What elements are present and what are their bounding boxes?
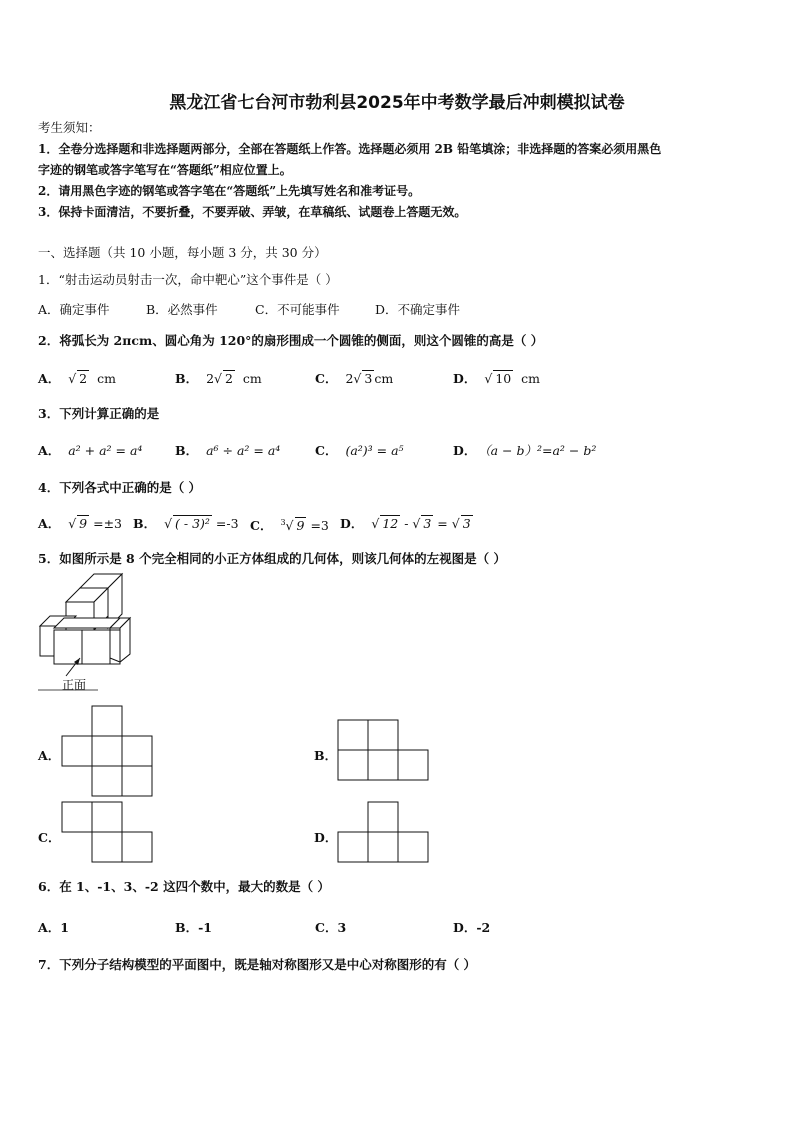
q4-option-c: C． $^3$√ 9 =3 xyxy=(250,518,329,534)
q3-option-d: D． （a − b）²=a² − b² xyxy=(453,443,597,458)
q5-option-c-label: C． xyxy=(38,830,61,845)
q2-stem: 2．将弧长为 2πcm、圆心角为 120°的扇形围成一个圆锥的侧面，则这个圆锥的高是（ ） xyxy=(38,333,544,348)
q1-option-d: D．不确定事件 xyxy=(375,302,461,317)
q6-stem: 6．在 1、-1、3、-2 这四个数中，最大的数是（ ） xyxy=(38,879,330,894)
notice-heading: 考生须知： xyxy=(38,120,101,135)
q5-stem: 5．如图所示是 8 个完全相同的小正方体组成的几何体，则该几何体的左视图是（ ） xyxy=(38,551,506,566)
q5-option-a-label: A． xyxy=(38,748,61,763)
q1-option-b: B．必然事件 xyxy=(146,302,218,317)
section-heading: 一、选择题（共 10 小题，每小题 3 分，共 30 分） xyxy=(38,245,327,260)
notice-line-4: 3．保持卡面清洁，不要折叠，不要弄破、弄皱，在草稿纸、试题卷上答题无效。 xyxy=(38,205,467,219)
q3-stem: 3．下列计算正确的是 xyxy=(38,406,160,421)
q5-option-d-label: D． xyxy=(314,830,338,845)
q7-stem: 7．下列分子结构模型的平面图中，既是轴对称图形又是中心对称图形的有（ ） xyxy=(38,957,477,972)
q2-option-c: C． 2√ 3 cm xyxy=(315,371,394,386)
q5-option-a-figure xyxy=(62,706,152,796)
notice-line-3: 2．请用黑色字迹的钢笔或答字笔在“答题纸”上先填写姓名和准考证号。 xyxy=(38,184,421,198)
q3-option-a: A． a² + a² = a⁴ xyxy=(38,443,143,458)
q4-option-d: D． √ 12 - √ 3 = √ 3 xyxy=(340,516,471,531)
page-title: 黑龙江省七台河市勃利县2025年中考数学最后冲刺模拟试卷 xyxy=(169,93,625,113)
cube-figure xyxy=(36,578,136,690)
q1-stem: 1．“射击运动员射击一次，命中靶心”这个事件是（ ） xyxy=(38,272,338,287)
q2-option-b: B． 2√ 2 cm xyxy=(175,371,262,386)
front-label: 正面 xyxy=(62,678,87,692)
q4-stem: 4．下列各式中正确的是（ ） xyxy=(38,480,202,495)
q6-option-d: D．-2 xyxy=(453,920,491,935)
q6-option-b: B．-1 xyxy=(175,920,212,935)
q4-option-a: A． √ 9 =±3 xyxy=(38,516,122,531)
q5-option-d-figure xyxy=(338,802,428,862)
q1-option-a: A．确定事件 xyxy=(38,302,110,317)
notice-line-1: 1．全卷分选择题和非选择题两部分，全部在答题纸上作答。选择题必须用 2B 铅笔填涂；非选择题的答案必须用黑色 xyxy=(38,142,662,156)
q1-option-c: C．不可能事件 xyxy=(255,302,340,317)
q3-option-c: C． (a²)³ = a⁵ xyxy=(315,443,404,458)
q2-option-a: A． √ 2 cm xyxy=(38,371,116,386)
q5-option-b-label: B． xyxy=(314,748,338,763)
q6-option-a: A．1 xyxy=(38,920,69,935)
q2-option-d: D． √ 10 cm xyxy=(453,371,541,386)
q6-option-c: C．3 xyxy=(315,920,347,935)
q4-option-b: B． √ ( - 3)² =-3 xyxy=(133,516,239,531)
q5-option-b-figure xyxy=(338,720,428,780)
q3-option-b: B． a⁶ ÷ a² = a⁴ xyxy=(175,443,281,458)
notice-line-2: 字迹的钢笔或答字笔写在“答题纸”相应位置上。 xyxy=(38,163,292,177)
q5-option-c-figure xyxy=(62,802,152,862)
